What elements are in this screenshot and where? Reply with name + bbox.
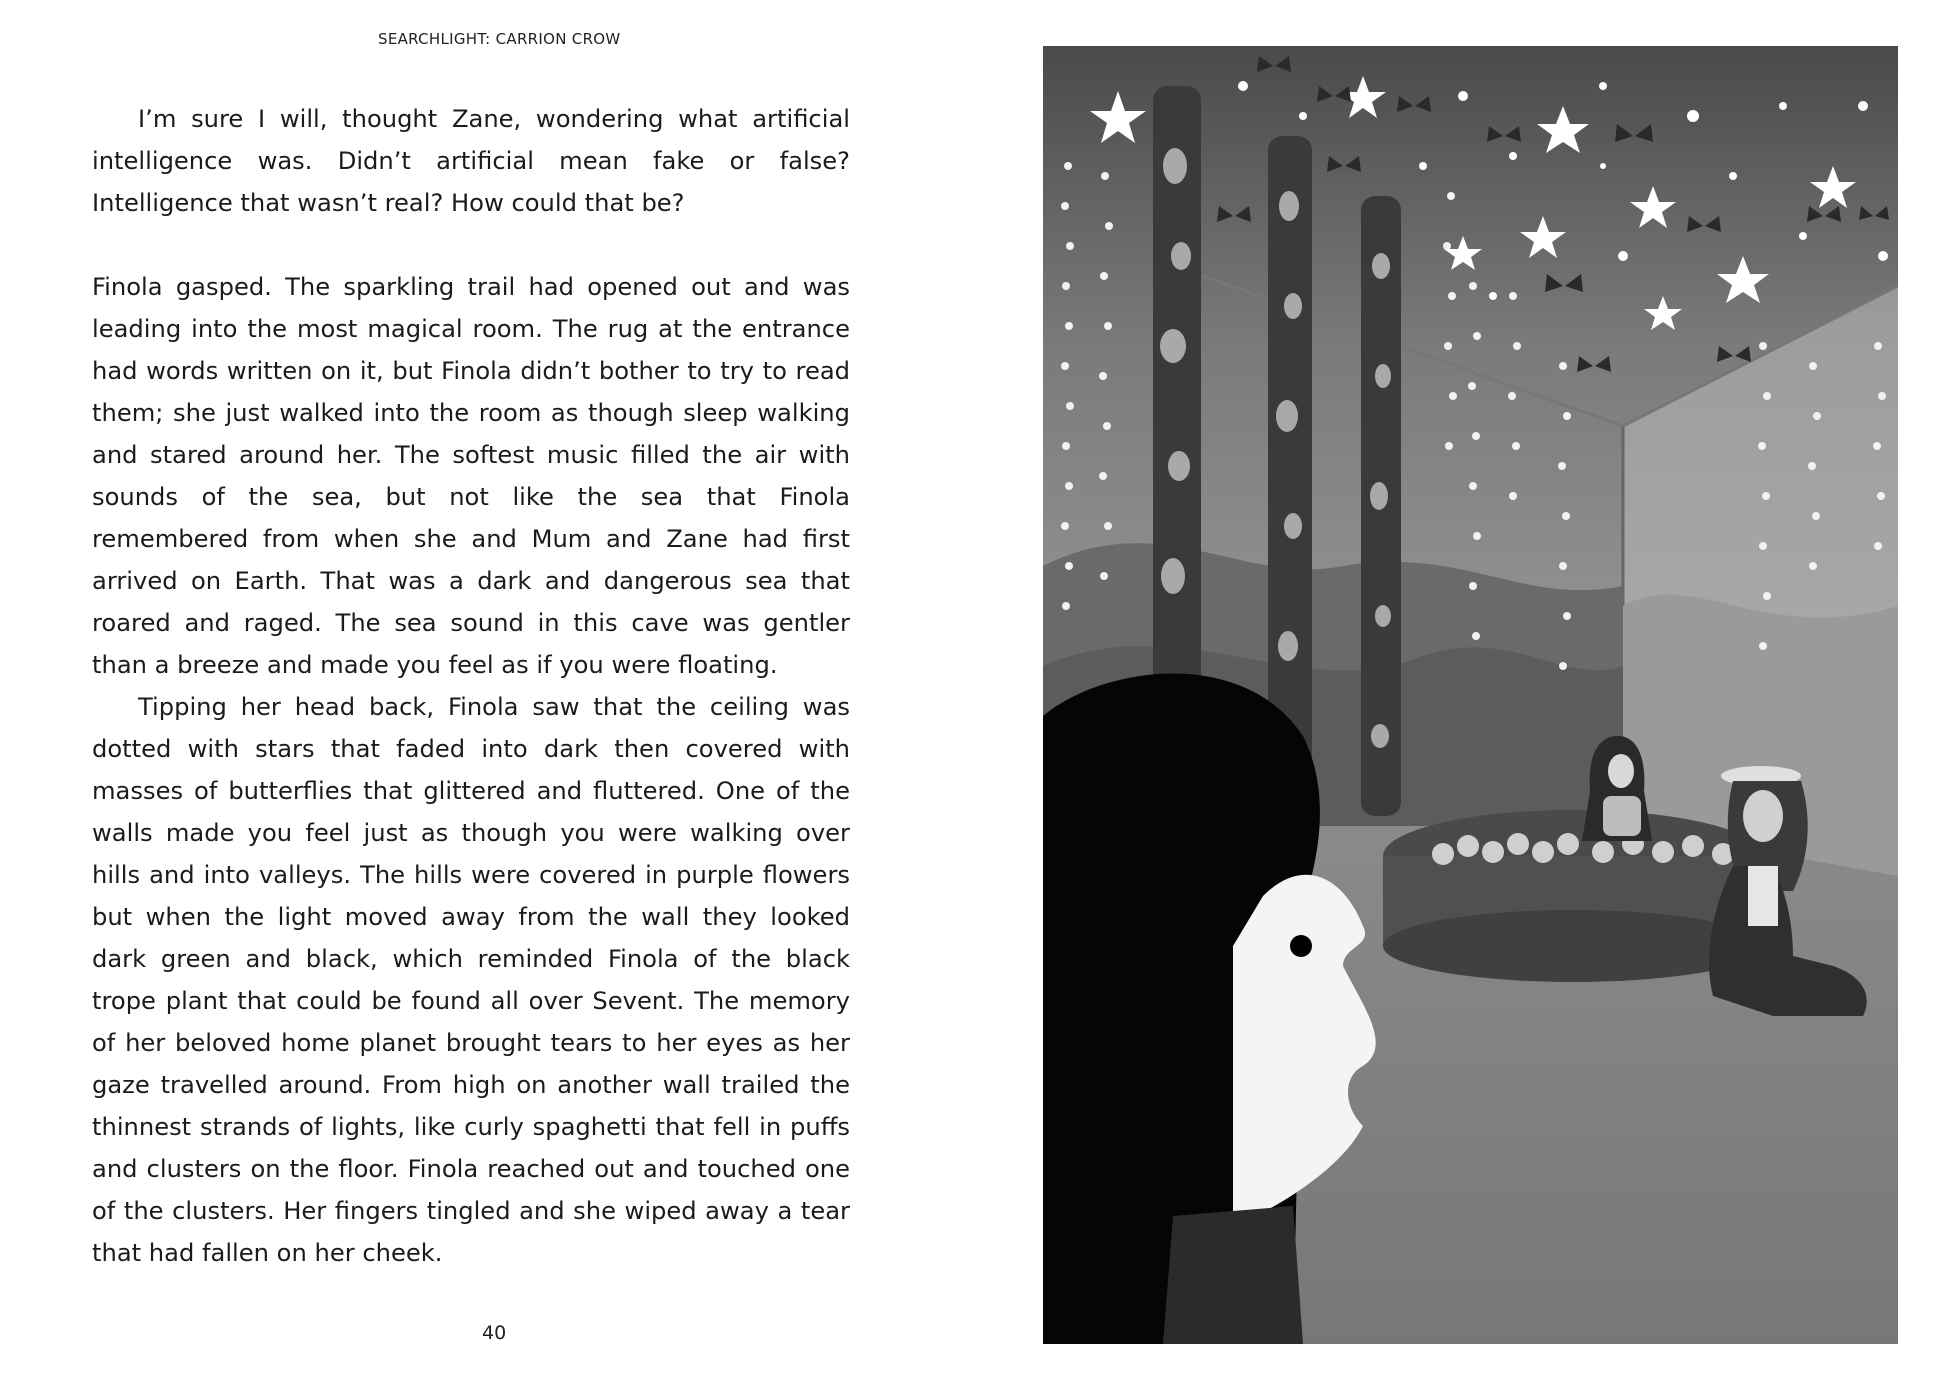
foreground-eye bbox=[1290, 935, 1312, 957]
page-number: 40 bbox=[482, 1322, 507, 1344]
foreground-collar bbox=[1163, 1206, 1303, 1344]
paragraph-2: Finola gasped. The sparkling trail had opened out and was leading into the most magical room. The rug at the entrance had words written on it, but Finola didn’t bother to try to read them; she just walked into the room as though sleep walking and stared around her. The softest music filled the air with sounds of the sea, but not like the sea that Finola remembered from when she and Mum and Zane had first arrived on Earth. That was a dark and dangerous sea that roared and raged. The sea sound in this cave was gentler than a breeze and made you feel as if you were floating. bbox=[92, 273, 850, 679]
child-face bbox=[1608, 754, 1634, 788]
ball-pit-base bbox=[1383, 910, 1763, 982]
paragraph-3: Tipping her head back, Finola saw that the ceiling was dotted with stars that faded into dark then covered with masses of butterflies that glittered and fluttered. One of the walls made you feel just as though you were walking over hills and into valleys. The hills were covered in purple flowers but when the light moved away from the wall they looked dark green and black, which reminded Finola of the black trope plant that could be found all over Sevent. The memory of her beloved home planet brought tears to her eyes as her gaze travelled around. From high on another wall trailed the thinnest strands of lights, like curly spaghetti that fell in puffs and clusters on the floor. Finola reached out and touched one of the clusters. Her fingers tingled and she wiped away a tear that had fallen on her cheek. bbox=[92, 693, 850, 1267]
illustration bbox=[1043, 46, 1898, 1344]
child-shirt bbox=[1603, 796, 1641, 836]
story-text bbox=[92, 98, 850, 1274]
running-header: SEARCHLIGHT: CARRION CROW bbox=[378, 30, 621, 48]
woman-top bbox=[1748, 866, 1778, 926]
paragraph-1: I’m sure I will, thought Zane, wondering what artificial intelligence was. Didn’t artificial mean fake or false? Intelligence that wasn’t real? How could that be? bbox=[92, 105, 850, 217]
woman-face bbox=[1743, 790, 1783, 842]
illustration-svg bbox=[1043, 46, 1898, 1344]
